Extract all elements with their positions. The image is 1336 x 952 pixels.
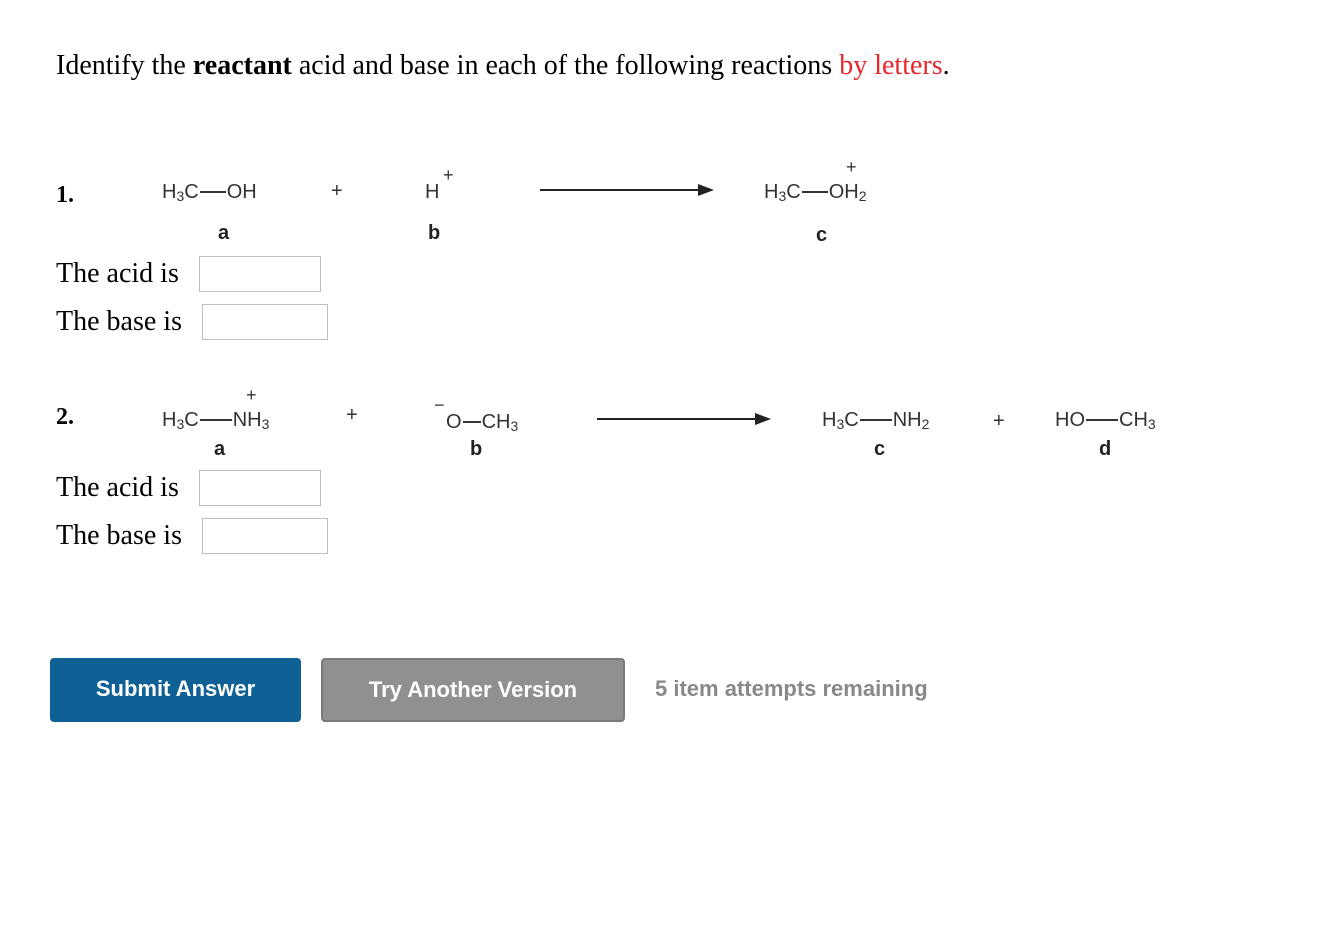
q1-acid-label: The acid is (56, 258, 179, 289)
instruction-bold: reactant (192, 50, 292, 81)
instruction-prefix: Identify the (56, 50, 193, 81)
q2-c-sub2: 2 (921, 416, 930, 432)
bond (200, 191, 226, 193)
q2-base-input[interactable] (202, 518, 328, 554)
q1-c-sub: 3 (778, 188, 787, 204)
q1-a-oh: OH (226, 181, 257, 203)
bond (860, 419, 892, 421)
q2-letter-d: d (1099, 438, 1112, 460)
attempts-remaining-text: 5 item attempts remaining (655, 676, 928, 701)
q2-a-sub2: 3 (261, 416, 270, 432)
q2-plus: + (346, 404, 358, 426)
q2-a-h: H (162, 409, 177, 431)
q1-c-sub2: 2 (858, 188, 867, 204)
q1-c-c: C (786, 181, 801, 203)
submit-answer-button[interactable]: Submit Answer (50, 658, 301, 722)
q2-c-h: H (822, 409, 837, 431)
question-1-number: 1. (56, 182, 74, 208)
bond (1086, 419, 1118, 421)
q1-a-sub: 3 (176, 188, 185, 204)
q1-b-h: H (425, 181, 440, 203)
q2-acid-input[interactable] (199, 470, 321, 506)
q2-b-charge: − (434, 395, 445, 415)
q1-letter-b: b (428, 222, 441, 244)
q2-c-c: C (844, 409, 859, 431)
q1-product-c (764, 157, 867, 204)
q2-a-sub: 3 (176, 416, 185, 432)
q2-reactant-a (162, 385, 270, 432)
q2-base-label: The base is (56, 520, 182, 551)
q1-c-oh: OH (828, 181, 859, 203)
q1-b-charge: + (443, 165, 454, 185)
instruction-text (56, 50, 950, 82)
q2-reactant-b (434, 395, 519, 434)
q2-d-ch: CH (1119, 409, 1148, 431)
q2-product-c (822, 410, 929, 431)
q1-c-h: H (764, 181, 779, 203)
q2-d-sub: 3 (1147, 416, 1156, 432)
q1-plus: + (331, 180, 343, 202)
q1-base-input[interactable] (202, 304, 328, 340)
q2-c-sub: 3 (836, 416, 845, 432)
bond (463, 421, 481, 423)
q1-reactant-a (162, 182, 257, 203)
q2-letter-b: b (470, 438, 483, 460)
bond (802, 191, 828, 193)
q2-letter-a: a (214, 438, 226, 460)
q2-product-d (1055, 410, 1156, 431)
instruction-suffix: . (942, 50, 950, 81)
q2-plus-2: + (993, 410, 1005, 432)
reaction-arrow (540, 189, 710, 191)
try-another-version-button[interactable]: Try Another Version (321, 658, 625, 722)
q1-reactant-b (425, 165, 454, 203)
q1-letter-c: c (816, 224, 828, 246)
q2-a-charge: + (246, 385, 257, 405)
q2-b-o: O (446, 411, 462, 433)
reaction-arrow (597, 418, 767, 420)
q2-a-nh: NH (232, 409, 262, 431)
q2-d-ho: HO (1055, 409, 1085, 431)
q2-letter-c: c (874, 438, 886, 460)
q2-acid-label: The acid is (56, 472, 179, 503)
instruction-accent: by letters (839, 50, 943, 81)
q1-acid-input[interactable] (199, 256, 321, 292)
q1-base-label: The base is (56, 306, 182, 337)
q2-a-c: C (184, 409, 199, 431)
q1-a-h: H (162, 181, 177, 203)
bond (200, 419, 232, 421)
instruction-middle: acid and base in each of the following reactions (291, 50, 840, 81)
q2-b-sub: 3 (510, 418, 519, 434)
q2-c-nh: NH (892, 409, 922, 431)
q1-letter-a: a (218, 222, 230, 244)
question-2-number: 2. (56, 404, 74, 430)
q1-a-c: C (184, 181, 199, 203)
q1-c-charge: + (846, 157, 857, 177)
q2-b-ch: CH (481, 411, 511, 433)
